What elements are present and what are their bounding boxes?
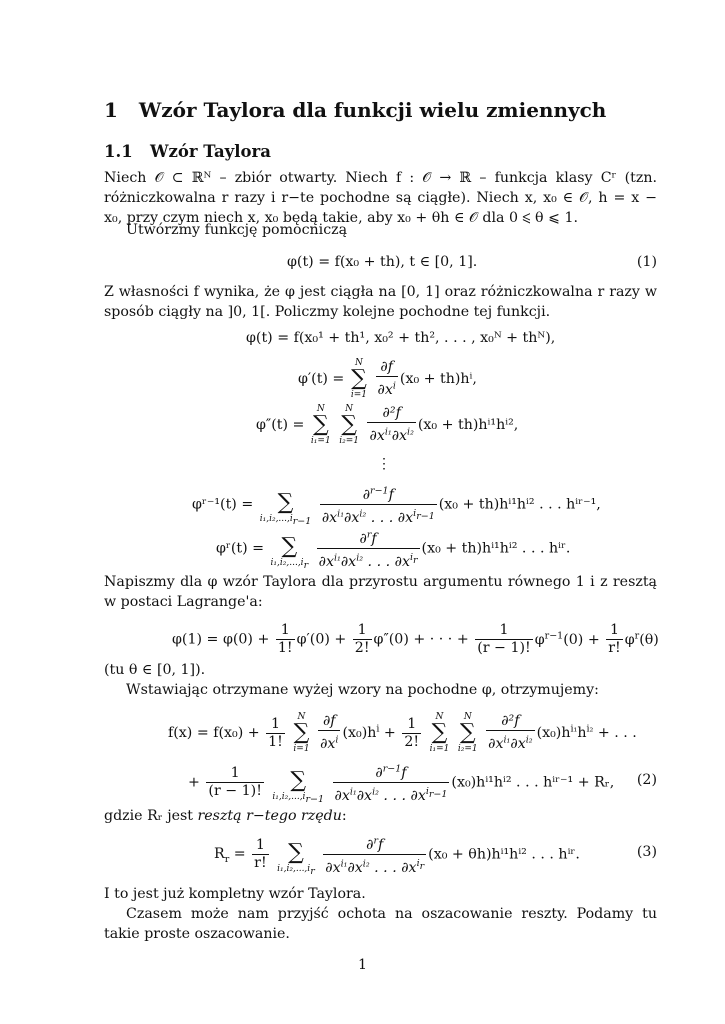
derivative-r-minus-1 <box>192 482 601 527</box>
derivative-1-lhs: φ′(t) = <box>298 371 345 387</box>
sum-symbol: N ∑ i₂=1 <box>457 712 478 754</box>
derivative-r-rhs: (x₀ + th)hⁱ¹hⁱ² . . . hⁱʳ. <box>421 540 571 557</box>
sum-symbol: ∑ $i_1,i_2,...,i_r$ <box>270 534 309 571</box>
fraction: $\frac{1}{r!}$ <box>608 622 621 656</box>
subsection-number: 1.1 <box>104 142 133 161</box>
paragraph-aux-function: Utwórzmy funkcję pomocniczą <box>126 222 348 238</box>
partial-fraction: $\frac{\partial f}{\partial x^i}$ <box>320 713 339 752</box>
subsection-title: Wzór Taylora <box>149 142 271 161</box>
equation-1-number: (1) <box>636 254 657 270</box>
equation-1: φ(t) = f(x₀ + th), t ∈ [0, 1]. <box>287 254 478 270</box>
fraction: $\frac{1}{(r - 1)!}$ <box>208 764 262 799</box>
sum-symbol: N ∑ i=1 <box>293 712 310 754</box>
derivative-r-lhs: φʳ(t) = <box>216 540 265 557</box>
derivative-1-rhs: (x₀ + th)hⁱ, <box>399 371 477 387</box>
derivative-r-minus-1-rhs: (x₀ + th)hⁱ¹hⁱ² . . . hⁱʳ⁻¹, <box>438 496 601 513</box>
taylor-one-dim: φ(1) = φ(0) + $\frac{1}{1!}$ φ′(0) + $\frac{1}{2!}$ φ″(0) + · · · + $\frac{1}{(r - 1)!}$ $\varphi^{r-1}(0)$ + $\frac{1}{r!}$ $\varphi^r(\theta)$ <box>172 622 659 656</box>
equation-3-rhs: (x₀ + θh)hⁱ¹hⁱ² . . . hⁱʳ. <box>428 846 580 863</box>
fraction: $\frac{1}{1!}$ <box>277 622 293 656</box>
fraction: $\frac{1}{1!}$ <box>268 715 283 750</box>
equation-2-line-2-rhs: (x₀)hⁱ¹hⁱ² . . . hⁱʳ⁻¹ + Rᵣ, <box>451 774 615 791</box>
sum-symbol: N ∑ i=1 <box>350 358 367 400</box>
fraction: $\frac{1}{2!}$ <box>404 715 420 750</box>
equation-2-line-2: + $\frac{1}{(r - 1)!}$ ∑ $i_1,i_2,...,i_{r-1}$ $\frac{\partial^{r-1}f}{\partial x^{i_1}\partial x^{i_2} . . . \partial x^{i_{r-1}}}$ (x₀)hⁱ¹hⁱ² . . . hⁱʳ⁻¹ + Rᵣ, <box>188 760 614 805</box>
vertical-dots: ⋮ <box>377 456 392 472</box>
paragraph-lagrange: Napiszmy dla φ wzór Taylora dla przyrostu argumentu równego 1 i z resztą w postaci Lagrange'a: <box>104 574 657 610</box>
remainder-text: gdzie Rᵣ jest <box>104 808 198 824</box>
partial-fraction: $\frac{\partial^rf}{\partial x^{i_1}\partial x^{i_2} . . . \partial x^{i_r}}$ <box>317 526 420 570</box>
subsection-heading <box>104 142 271 162</box>
paragraph-continuity: Z własności f wynika, że φ jest ciągła na [0, 1] oraz różniczkowalna r razy w sposób ciągły na ]0, 1[. Policzmy kolejne pochodne tej funkcji. <box>104 284 657 320</box>
remainder-colon: : <box>341 808 347 824</box>
derivative-r-minus-1-lhs: φʳ⁻¹(t) = <box>192 496 254 513</box>
sum-symbol: N ∑ i₂=1 <box>339 404 359 446</box>
partial-fraction: $\frac{\partial^{r-1}f}{\partial x^{i_1}\partial x^{i_2} . . . \partial x^{i_{r-1}}}$ <box>320 482 437 526</box>
derivative-0: φ(t) = f(x₀¹ + th¹, x₀² + th², . . . , x₀ᴺ + thᴺ), <box>246 330 556 346</box>
remainder-term: resztą r−tego rzędu <box>197 808 342 824</box>
equation-3: $R_r$ = $\frac{1}{r!}$ ∑ $i_1,i_2,...,i_r$ $\frac{\partial^rf}{\partial x^{i_1}\partial x^{i_2} . . . \partial x^{i_r}}$ (x₀ + θh)hⁱ¹hⁱ² . . . hⁱʳ. <box>214 832 580 877</box>
derivative-2 <box>256 404 518 446</box>
sum-symbol: N ∑ i₁=1 <box>429 712 450 754</box>
fraction: $\frac{1}{(r - 1)!}$ <box>477 622 531 656</box>
section-number: 1 <box>104 98 118 122</box>
section-heading <box>104 100 606 120</box>
equation-3-number: (3) <box>636 844 657 860</box>
paragraph-theta: (tu θ ∈ [0, 1]). <box>104 662 206 678</box>
equation-2-line-1: f(x) = f(x₀) + $\frac{1}{1!}$ N ∑ i=1 $\frac{\partial f}{\partial x^i}$ $(x_0)h^i$ + $\frac{1}{2!}$ N ∑ i₁=1 N ∑ i₂=1 $\frac{\text{∂²f}}{\partial x^{i_1}\partial x^{i_2}}$ $(x_0)h^{i_1}h^{i_2}$ + . . . <box>168 712 637 754</box>
paragraph-complete: I to jest już kompletny wzór Taylora. <box>104 886 366 902</box>
page-number: 1 <box>357 957 368 973</box>
derivative-2-rhs: (x₀ + th)hⁱ¹hⁱ², <box>417 417 519 433</box>
paragraph-definitions: Niech 𝒪 ⊂ ℝᴺ – zbiór otwarty. Niech f : 𝒪 → ℝ – funkcja klasy Cʳ (tzn. różniczkowalna r razy i r−te pochodne są ciągłe). Niech x, x₀ ∈ 𝒪, h = x − x₀, przy czym niech x, x₀ będą takie, aby x₀ + θh ∈ 𝒪 dla 0 ⩽ θ ⩽ 1. <box>104 170 657 226</box>
sum-symbol: ∑ $i_1,i_2,...,i_{r-1}$ <box>272 768 324 805</box>
partial-fraction: $\frac{\text{∂²f}}{\partial x^{i_1}\partial x^{i_2}}$ <box>488 713 533 752</box>
paragraph-estimate: Czasem może nam przyjść ochota na oszacowanie reszty. Podamy tu takie proste oszacowanie. <box>104 906 657 942</box>
derivative-1 <box>298 358 477 400</box>
partial-fraction: $\frac{\partial^{r-1}f}{\partial x^{i_1}\partial x^{i_2} . . . \partial x^{i_{r-1}}}$ <box>333 760 450 804</box>
fraction: $\frac{1}{r!}$ <box>254 836 267 871</box>
partial-fraction: $\frac{\text{∂²f}}{\partial x^{i_1}\partial x^{i_2}}$ <box>369 405 414 444</box>
sum-symbol: ∑ $i_1,i_2,...,i_{r-1}$ <box>259 490 312 527</box>
sum-symbol: ∑ $i_1,i_2,...,i_r$ <box>277 840 315 877</box>
partial-fraction: $\frac{\partial f}{\partial x^i}$ <box>377 359 396 398</box>
paragraph-substitution: Wstawiając otrzymane wyżej wzory na pochodne φ, otrzymujemy: <box>126 682 599 698</box>
derivative-r <box>216 526 570 571</box>
equation-2-number: (2) <box>636 772 657 788</box>
partial-fraction: $\frac{\partial^rf}{\partial x^{i_1}\partial x^{i_2} . . . \partial x^{i_r}}$ <box>323 832 426 876</box>
fraction: $\frac{1}{2!}$ <box>354 622 370 656</box>
paragraph-remainder <box>104 806 657 826</box>
section-title: Wzór Taylora dla funkcji wielu zmiennych <box>138 98 607 122</box>
derivative-2-lhs: φ″(t) = <box>256 417 305 433</box>
sum-symbol: N ∑ i₁=1 <box>310 404 331 446</box>
